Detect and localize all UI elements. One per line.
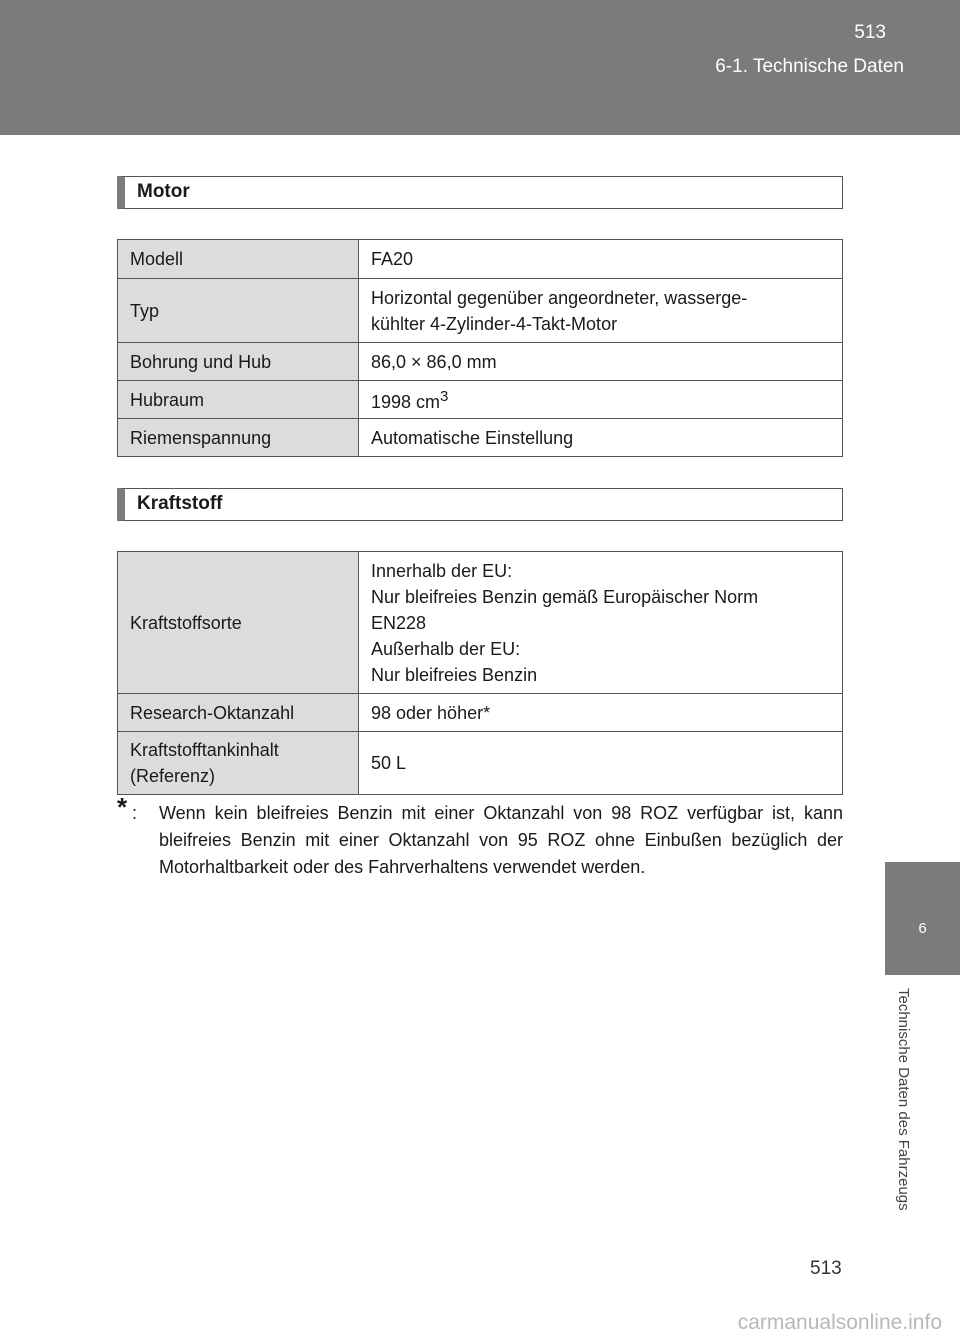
kraftstoff-table: [117, 551, 843, 795]
spec-key: Kraftstofftankinhalt (Referenz): [130, 740, 279, 786]
spec-key: Research-Oktanzahl: [118, 694, 359, 732]
table-row: [118, 343, 843, 381]
header-band: [0, 0, 960, 135]
chapter-number: 6: [918, 920, 927, 937]
table-row: [118, 419, 843, 457]
spec-key: Modell: [118, 240, 359, 279]
footnote-colon: :: [132, 803, 138, 823]
spec-value: 98 oder höher*: [359, 694, 843, 732]
motor-heading: Motor: [117, 176, 843, 209]
page-number: 513: [810, 1258, 842, 1279]
footnote-text: Wenn kein bleifreies Benzin mit einer Oktanzahl von 98 ROZ verfügbar ist, kann bleifreies Benzin mit einer Oktanzahl von 95 ROZ ohne Einbußen bezüglich der Motorhaltbarkeit oder des Fahrverhaltens verwendet werden.: [159, 803, 843, 877]
spec-value: 86,0 × 86,0 mm: [359, 343, 843, 381]
motor-table: [117, 239, 843, 457]
table-row: [118, 694, 843, 732]
table-row: [118, 381, 843, 419]
chapter-label: Technische Daten des Fahrzeugs: [895, 988, 912, 1211]
spec-value: FA20: [359, 240, 843, 279]
footnote-marker: *: [117, 792, 128, 822]
spec-key: Hubraum: [118, 381, 359, 419]
spec-value: 1998 cm: [371, 392, 441, 412]
footnote: [117, 792, 843, 881]
spec-value: Horizontal gegenüber angeordneter, wasserge- kühlter 4-Zylinder-4-Takt-Motor: [371, 287, 748, 334]
spec-key: Kraftstoffsorte: [118, 552, 359, 694]
table-row: [118, 552, 843, 694]
kraftstoff-heading: Kraftstoff: [117, 488, 843, 521]
superscript: 3: [440, 388, 449, 405]
spec-value: 50 L: [359, 732, 843, 795]
chapter-tab: [885, 862, 960, 975]
header-page-number: 513: [854, 22, 886, 43]
header-section-title: 6-1. Technische Daten: [715, 56, 904, 77]
table-row: [118, 279, 843, 343]
watermark-text: carmanualsonline.info: [737, 1311, 942, 1334]
spec-key: Typ: [118, 279, 359, 343]
table-row: [118, 240, 843, 279]
spec-value: Innerhalb der EU: Nur bleifreies Benzin gemäß Europäischer Norm EN228 Außerhalb der EU: Nur bleifreies Benzin: [371, 560, 759, 685]
spec-value: Automatische Einstellung: [359, 419, 843, 457]
spec-key: Bohrung und Hub: [118, 343, 359, 381]
spec-key: Riemenspannung: [118, 419, 359, 457]
table-row: [118, 732, 843, 795]
